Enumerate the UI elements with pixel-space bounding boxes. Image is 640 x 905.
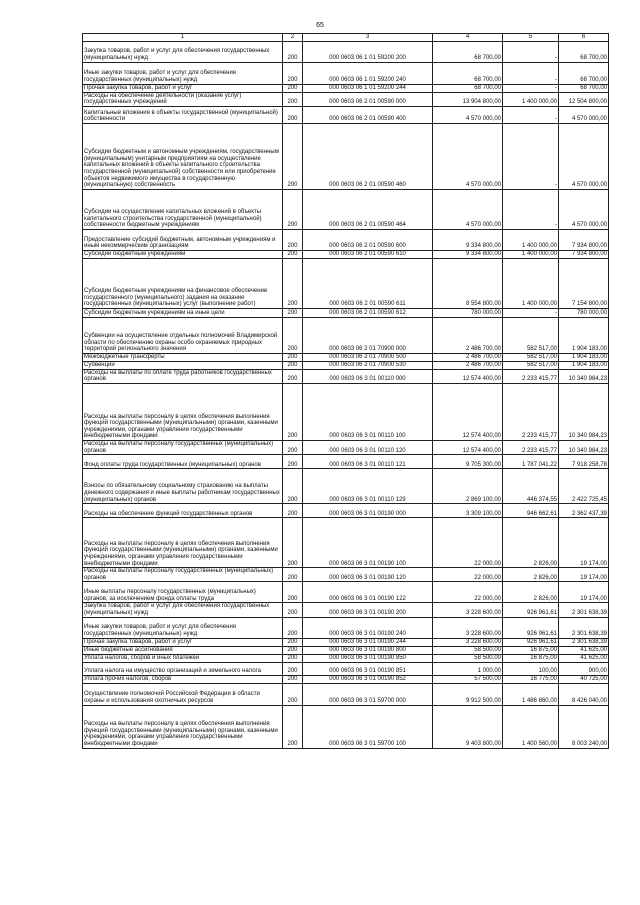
row-approved-amount: 9 705 300,00 bbox=[433, 455, 503, 469]
row-unexecuted-amount: 2 301 638,39 bbox=[559, 617, 609, 638]
row-unexecuted-amount: 7 934 800,00 bbox=[559, 229, 609, 250]
row-budget-code: 000 0603 06 2 01 00590 000 bbox=[303, 92, 433, 106]
row-name: Уплата налогов, сборов и иных платежей bbox=[83, 654, 283, 662]
row-budget-code: 000 0603 06 3 01 00110 000 bbox=[303, 369, 433, 383]
row-line-code: 200 bbox=[283, 518, 303, 568]
row-line-code: 200 bbox=[283, 106, 303, 123]
row-approved-amount: 2 869 100,00 bbox=[433, 469, 503, 504]
row-approved-amount: 9 334 800,00 bbox=[433, 229, 503, 250]
table-row bbox=[83, 84, 609, 92]
row-line-code: 200 bbox=[283, 568, 303, 582]
row-name: Расходы на выплаты персоналу государственных (муниципальных) органов bbox=[83, 568, 283, 582]
table-row bbox=[83, 568, 609, 582]
row-unexecuted-amount: 7 934 800,00 bbox=[559, 250, 609, 258]
table-row bbox=[83, 353, 609, 361]
row-name: Субвенции на осуществление отдельных полномочий Владимирской области по обеспечению охраны особо охраняемых природных территорий регионального значения bbox=[83, 317, 283, 353]
row-budget-code: 000 0603 06 3 01 00190 122 bbox=[303, 582, 433, 603]
table-row bbox=[83, 683, 609, 705]
row-unexecuted-amount: 68 700,00 bbox=[559, 84, 609, 92]
row-unexecuted-amount: 7 918 258,78 bbox=[559, 455, 609, 469]
table-row bbox=[83, 455, 609, 469]
row-executed-amount: 1 400 000,00 bbox=[503, 250, 559, 258]
table-row bbox=[83, 92, 609, 106]
header-cell-2: 2 bbox=[283, 34, 303, 42]
row-approved-amount: 4 570 000,00 bbox=[433, 189, 503, 229]
row-name: Расходы на выплаты персоналу в целях обеспечения выполнения функций государственными (муниципальными) органами, казенными учреждениями, органами управления государственными внебюджетными фондами bbox=[83, 383, 283, 440]
row-name: Расходы на выплаты по оплате труда работников государственных органов bbox=[83, 369, 283, 383]
row-budget-code: 000 0603 06 3 01 00190 100 bbox=[303, 518, 433, 568]
row-approved-amount: 9 334 800,00 bbox=[433, 250, 503, 258]
row-line-code: 200 bbox=[283, 504, 303, 518]
row-unexecuted-amount: 4 570 000,00 bbox=[559, 123, 609, 189]
row-budget-code: 000 0603 06 2 01 70900 530 bbox=[303, 361, 433, 369]
table-row bbox=[83, 361, 609, 369]
row-line-code: 200 bbox=[283, 84, 303, 92]
row-name: Расходы на обеспечение функций государственных органов bbox=[83, 504, 283, 518]
header-cell-1: 1 bbox=[83, 34, 283, 42]
row-budget-code: 000 0603 06 3 01 00190 000 bbox=[303, 504, 433, 518]
row-executed-amount: 2 233 415,77 bbox=[503, 369, 559, 383]
row-name: Предоставление субсидий бюджетным, автономным учреждениям и иным некоммерческим организациям bbox=[83, 229, 283, 250]
row-line-code: 200 bbox=[283, 229, 303, 250]
row-unexecuted-amount: 19 174,00 bbox=[559, 582, 609, 603]
row-approved-amount: 12 574 400,00 bbox=[433, 440, 503, 454]
row-unexecuted-amount: 10 340 984,23 bbox=[559, 440, 609, 454]
table-row bbox=[83, 383, 609, 440]
row-unexecuted-amount: 10 340 984,23 bbox=[559, 383, 609, 440]
row-budget-code: 000 0603 06 1 01 59200 240 bbox=[303, 62, 433, 84]
row-name: Межбюджетные трансферты bbox=[83, 353, 283, 361]
row-name: Иные бюджетные ассигнования bbox=[83, 646, 283, 654]
row-unexecuted-amount: 4 570 000,00 bbox=[559, 106, 609, 123]
header-cell-5: 5 bbox=[503, 34, 559, 42]
table-row bbox=[83, 229, 609, 250]
row-budget-code: 000 0603 06 3 01 00190 120 bbox=[303, 568, 433, 582]
row-approved-amount: 68 700,00 bbox=[433, 62, 503, 84]
row-approved-amount: 2 486 700,00 bbox=[433, 317, 503, 353]
row-executed-amount: 926 961,61 bbox=[503, 638, 559, 646]
row-approved-amount: 12 574 400,00 bbox=[433, 383, 503, 440]
row-budget-code: 000 0603 06 3 01 00110 129 bbox=[303, 469, 433, 504]
row-budget-code: 000 0603 06 2 01 00590 610 bbox=[303, 250, 433, 258]
row-executed-amount: 16 775,00 bbox=[503, 675, 559, 683]
row-executed-amount: 16 875,00 bbox=[503, 646, 559, 654]
row-line-code: 200 bbox=[283, 189, 303, 229]
row-executed-amount: 2 826,00 bbox=[503, 582, 559, 603]
row-budget-code: 000 0603 06 3 01 00190 850 bbox=[303, 654, 433, 662]
row-approved-amount: 58 500,00 bbox=[433, 646, 503, 654]
row-unexecuted-amount: 7 154 800,00 bbox=[559, 258, 609, 308]
row-budget-code: 000 0603 06 3 01 00190 852 bbox=[303, 675, 433, 683]
table-row bbox=[83, 469, 609, 504]
table-row bbox=[83, 654, 609, 662]
row-unexecuted-amount: 68 700,00 bbox=[559, 62, 609, 84]
row-unexecuted-amount: 2 301 638,39 bbox=[559, 603, 609, 617]
row-unexecuted-amount: 41 625,00 bbox=[559, 654, 609, 662]
row-budget-code: 000 0603 06 2 01 00590 611 bbox=[303, 258, 433, 308]
row-name: Взносы по обязательному социальному страхованию на выплаты денежного содержания и иные выплаты работникам государственных (муниципальных) органов bbox=[83, 469, 283, 504]
row-executed-amount: 946 662,61 bbox=[503, 504, 559, 518]
table-row bbox=[83, 705, 609, 748]
row-line-code: 200 bbox=[283, 638, 303, 646]
row-budget-code: 000 0603 06 3 01 00110 120 bbox=[303, 440, 433, 454]
row-unexecuted-amount: 12 504 800,00 bbox=[559, 92, 609, 106]
row-name: Закупка товаров, работ и услуг для обеспечения государственных (муниципальных) нужд bbox=[83, 603, 283, 617]
row-line-code: 200 bbox=[283, 353, 303, 361]
row-executed-amount: 1 787 041,22 bbox=[503, 455, 559, 469]
table-row bbox=[83, 582, 609, 603]
row-line-code: 200 bbox=[283, 383, 303, 440]
budget-table bbox=[82, 33, 609, 749]
row-name: Капитальные вложения в объекты государственной (муниципальной) собственности bbox=[83, 106, 283, 123]
row-name: Иные закупки товаров, работ и услуг для обеспечения государственных (муниципальных) нужд bbox=[83, 62, 283, 84]
row-unexecuted-amount: 780 000,00 bbox=[559, 308, 609, 317]
row-approved-amount: 780 000,00 bbox=[433, 308, 503, 317]
row-unexecuted-amount: 41 625,00 bbox=[559, 646, 609, 654]
row-name: Субсидии на осуществление капитальных вложений в объекты капитального строительства государственной (муниципальной) собственности бюджетным учреждениям bbox=[83, 189, 283, 229]
row-line-code: 200 bbox=[283, 582, 303, 603]
row-approved-amount: 22 000,00 bbox=[433, 582, 503, 603]
row-executed-amount: 582 517,00 bbox=[503, 353, 559, 361]
row-executed-amount: - bbox=[503, 123, 559, 189]
table-row bbox=[83, 123, 609, 189]
table-row bbox=[83, 617, 609, 638]
row-name: Уплата налога на имущество организаций и земельного налога bbox=[83, 662, 283, 675]
table-row bbox=[83, 504, 609, 518]
row-executed-amount: 926 961,61 bbox=[503, 603, 559, 617]
row-line-code: 200 bbox=[283, 705, 303, 748]
row-unexecuted-amount: 1 904 183,00 bbox=[559, 317, 609, 353]
row-approved-amount: 9 912 500,00 bbox=[433, 683, 503, 705]
row-approved-amount: 8 554 800,00 bbox=[433, 258, 503, 308]
row-executed-amount: 926 961,61 bbox=[503, 617, 559, 638]
row-unexecuted-amount: 8 003 240,00 bbox=[559, 705, 609, 748]
row-budget-code: 000 0603 06 3 01 00110 100 bbox=[303, 383, 433, 440]
row-unexecuted-amount: 2 301 638,39 bbox=[559, 638, 609, 646]
table-row bbox=[83, 250, 609, 258]
table-row bbox=[83, 518, 609, 568]
row-name: Фонд оплаты труда государственных (муниципальных) органов bbox=[83, 455, 283, 469]
row-approved-amount: 3 228 600,00 bbox=[433, 617, 503, 638]
row-budget-code: 000 0603 06 2 01 00590 460 bbox=[303, 123, 433, 189]
row-executed-amount: 1 400 000,00 bbox=[503, 92, 559, 106]
row-name: Закупка товаров, работ и услуг для обеспечения государственных (муниципальных) нужд bbox=[83, 41, 283, 62]
row-executed-amount: 1 400 000,00 bbox=[503, 229, 559, 250]
row-line-code: 200 bbox=[283, 123, 303, 189]
row-approved-amount: 3 228 600,00 bbox=[433, 603, 503, 617]
table-row bbox=[83, 106, 609, 123]
row-executed-amount: 2 826,00 bbox=[503, 568, 559, 582]
row-name: Субсидии бюджетным учреждениям на иные цели bbox=[83, 308, 283, 317]
row-line-code: 200 bbox=[283, 308, 303, 317]
row-approved-amount: 68 700,00 bbox=[433, 41, 503, 62]
row-name: Субсидии бюджетным и автономным учреждениям, государственным (муниципальным) унитарным предприятиям на осуществление капитальных вложений в объекты капитального строительства государственной (муниципальной) собственности или приобретение объектов недвижимого имущества в государственную (муниципальную) собственность bbox=[83, 123, 283, 189]
row-line-code: 200 bbox=[283, 469, 303, 504]
row-approved-amount: 4 570 000,00 bbox=[433, 123, 503, 189]
row-name: Расходы на выплаты персоналу в целях обеспечения выполнения функций государственными (муниципальными) органами, казенными учреждениями, органами управления государственными внебюджетными фондами bbox=[83, 518, 283, 568]
row-approved-amount: 68 700,00 bbox=[433, 84, 503, 92]
row-unexecuted-amount: 40 725,00 bbox=[559, 675, 609, 683]
row-line-code: 200 bbox=[283, 662, 303, 675]
row-unexecuted-amount: 1 904 183,00 bbox=[559, 353, 609, 361]
row-executed-amount: 2 233 415,77 bbox=[503, 440, 559, 454]
row-executed-amount: 16 875,00 bbox=[503, 654, 559, 662]
row-executed-amount: - bbox=[503, 106, 559, 123]
row-line-code: 200 bbox=[283, 258, 303, 308]
row-line-code: 200 bbox=[283, 250, 303, 258]
row-approved-amount: 2 486 700,00 bbox=[433, 353, 503, 361]
row-approved-amount: 13 904 800,00 bbox=[433, 92, 503, 106]
table-row bbox=[83, 603, 609, 617]
row-name: Осуществление полномочий Российской Федерации в области охраны и использования охотничьих ресурсов bbox=[83, 683, 283, 705]
row-executed-amount: - bbox=[503, 189, 559, 229]
row-executed-amount: 1 486 860,00 bbox=[503, 683, 559, 705]
table-row bbox=[83, 41, 609, 62]
row-unexecuted-amount: 2 362 437,39 bbox=[559, 504, 609, 518]
row-line-code: 200 bbox=[283, 455, 303, 469]
row-line-code: 200 bbox=[283, 361, 303, 369]
row-budget-code: 000 0603 06 2 01 00590 600 bbox=[303, 229, 433, 250]
row-name: Иные закупки товаров, работ и услуг для обеспечения государственных (муниципальных) нужд bbox=[83, 617, 283, 638]
row-unexecuted-amount: 68 700,00 bbox=[559, 41, 609, 62]
row-budget-code: 000 0603 06 3 01 00190 200 bbox=[303, 603, 433, 617]
row-budget-code: 000 0603 06 2 01 00590 400 bbox=[303, 106, 433, 123]
row-line-code: 200 bbox=[283, 646, 303, 654]
row-executed-amount: 446 374,55 bbox=[503, 469, 559, 504]
row-approved-amount: 3 228 600,00 bbox=[433, 638, 503, 646]
budget-table-body bbox=[83, 34, 609, 749]
row-name: Субвенции bbox=[83, 361, 283, 369]
header-cell-3: 3 bbox=[303, 34, 433, 42]
row-budget-code: 000 0603 06 3 01 00190 240 bbox=[303, 617, 433, 638]
row-budget-code: 000 0603 06 2 01 70900 500 bbox=[303, 353, 433, 361]
row-budget-code: 000 0603 06 3 01 59700 100 bbox=[303, 705, 433, 748]
row-executed-amount: 100,00 bbox=[503, 662, 559, 675]
row-budget-code: 000 0603 06 3 01 00190 244 bbox=[303, 638, 433, 646]
row-approved-amount: 9 403 800,00 bbox=[433, 705, 503, 748]
row-unexecuted-amount: 2 422 725,45 bbox=[559, 469, 609, 504]
table-row bbox=[83, 308, 609, 317]
row-unexecuted-amount: 19 174,00 bbox=[559, 518, 609, 568]
row-name: Субсидии бюджетным учреждениям на финансовое обеспечение государственного (муниципального) задания на оказание государственных (муниципальных) услуг (выполнение работ) bbox=[83, 258, 283, 308]
row-line-code: 200 bbox=[283, 683, 303, 705]
row-approved-amount: 3 309 100,00 bbox=[433, 504, 503, 518]
table-row bbox=[83, 662, 609, 675]
row-executed-amount: 582 517,00 bbox=[503, 317, 559, 353]
table-row bbox=[83, 369, 609, 383]
row-unexecuted-amount: 19 174,00 bbox=[559, 568, 609, 582]
row-line-code: 200 bbox=[283, 603, 303, 617]
row-budget-code: 000 0603 06 1 01 59200 244 bbox=[303, 84, 433, 92]
row-budget-code: 000 0603 06 3 01 00190 851 bbox=[303, 662, 433, 675]
row-line-code: 200 bbox=[283, 41, 303, 62]
row-line-code: 200 bbox=[283, 675, 303, 683]
table-row bbox=[83, 646, 609, 654]
table-row bbox=[83, 440, 609, 454]
row-name: Расходы на обеспечение деятельности (оказание услуг) государственных учреждений bbox=[83, 92, 283, 106]
header-row bbox=[83, 34, 609, 42]
row-budget-code: 000 0603 06 3 01 00190 800 bbox=[303, 646, 433, 654]
row-executed-amount: 582 517,00 bbox=[503, 361, 559, 369]
row-budget-code: 000 0603 06 3 01 00110 121 bbox=[303, 455, 433, 469]
row-approved-amount: 4 570 000,00 bbox=[433, 106, 503, 123]
table-row bbox=[83, 189, 609, 229]
row-line-code: 200 bbox=[283, 369, 303, 383]
row-executed-amount: - bbox=[503, 41, 559, 62]
row-budget-code: 000 0603 06 2 01 00590 464 bbox=[303, 189, 433, 229]
row-name: Прочая закупка товаров, работ и услуг bbox=[83, 638, 283, 646]
row-unexecuted-amount: 900,00 bbox=[559, 662, 609, 675]
table-row bbox=[83, 258, 609, 308]
row-line-code: 200 bbox=[283, 92, 303, 106]
table-row bbox=[83, 638, 609, 646]
table-row bbox=[83, 62, 609, 84]
row-line-code: 200 bbox=[283, 654, 303, 662]
row-approved-amount: 57 500,00 bbox=[433, 675, 503, 683]
row-executed-amount: 1 400 560,00 bbox=[503, 705, 559, 748]
row-name: Расходы на выплаты персоналу в целях обеспечения выполнения функций государственными (муниципальными) органами, казенными учреждениями, органами управления государственными внебюджетными фондами bbox=[83, 705, 283, 748]
row-unexecuted-amount: 4 570 000,00 bbox=[559, 189, 609, 229]
row-name: Иные выплаты персоналу государственных (муниципальных) органов, за исключением фонда оплаты труда bbox=[83, 582, 283, 603]
row-executed-amount: 1 400 000,00 bbox=[503, 258, 559, 308]
row-unexecuted-amount: 8 426 040,00 bbox=[559, 683, 609, 705]
row-name: Расходы на выплаты персоналу государственных (муниципальных) органов bbox=[83, 440, 283, 454]
row-budget-code: 000 0603 06 1 01 59200 200 bbox=[303, 41, 433, 62]
row-approved-amount: 58 500,00 bbox=[433, 654, 503, 662]
row-unexecuted-amount: 1 904 183,00 bbox=[559, 361, 609, 369]
row-executed-amount: 2 233 415,77 bbox=[503, 383, 559, 440]
table-row bbox=[83, 317, 609, 353]
row-approved-amount: 22 000,00 bbox=[433, 518, 503, 568]
row-line-code: 200 bbox=[283, 317, 303, 353]
row-executed-amount: - bbox=[503, 84, 559, 92]
row-budget-code: 000 0603 06 2 01 00590 612 bbox=[303, 308, 433, 317]
row-line-code: 200 bbox=[283, 62, 303, 84]
row-line-code: 200 bbox=[283, 440, 303, 454]
row-approved-amount: 2 486 700,00 bbox=[433, 361, 503, 369]
row-approved-amount: 12 574 400,00 bbox=[433, 369, 503, 383]
row-executed-amount: - bbox=[503, 308, 559, 317]
row-budget-code: 000 0603 06 3 01 59700 000 bbox=[303, 683, 433, 705]
row-unexecuted-amount: 10 340 984,23 bbox=[559, 369, 609, 383]
page-number: 65 bbox=[316, 22, 324, 29]
row-executed-amount: - bbox=[503, 62, 559, 84]
row-approved-amount: 22 000,00 bbox=[433, 568, 503, 582]
row-approved-amount: 1 000,00 bbox=[433, 662, 503, 675]
header-cell-4: 4 bbox=[433, 34, 503, 42]
row-executed-amount: 2 826,00 bbox=[503, 518, 559, 568]
header-cell-6: 6 bbox=[559, 34, 609, 42]
row-name: Прочая закупка товаров, работ и услуг bbox=[83, 84, 283, 92]
row-name: Субсидии бюджетным учреждениям bbox=[83, 250, 283, 258]
row-line-code: 200 bbox=[283, 617, 303, 638]
row-budget-code: 000 0603 06 2 01 70900 000 bbox=[303, 317, 433, 353]
row-name: Уплата прочих налогов, сборов bbox=[83, 675, 283, 683]
table-row bbox=[83, 675, 609, 683]
